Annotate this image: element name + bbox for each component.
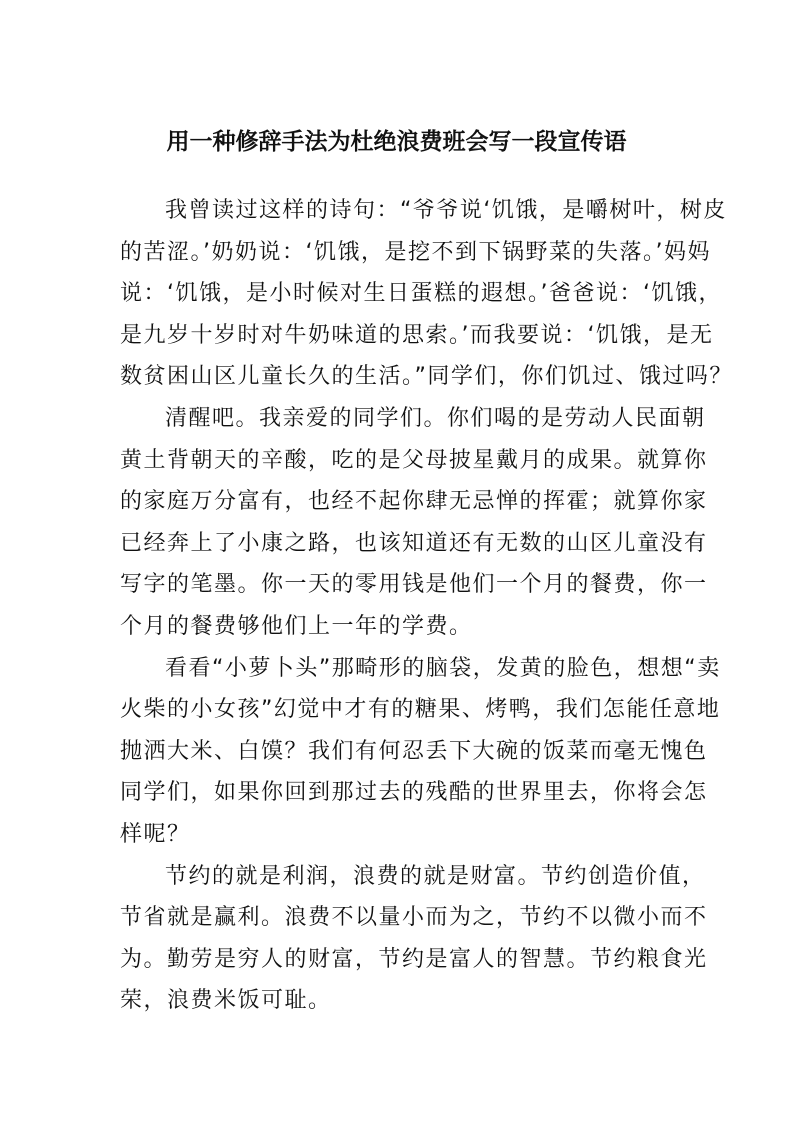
paragraph-line: 我曾读过这样的诗句：“爷爷说‘饥饿，是嚼树叶，树皮 (165, 198, 727, 223)
paragraph-line: 清醒吧。我亲爱的同学们。你们喝的是劳动人民面朝 (165, 405, 706, 431)
paragraph-1 (120, 190, 733, 398)
paragraph-line: 看看“小萝卜头”那畸形的脑袋，发黄的脸色，想想“卖 (165, 655, 721, 681)
paragraph-2 (120, 398, 708, 648)
paragraph-3 (120, 648, 721, 856)
paragraph-line: 荣，浪费米饭可耻。 (120, 988, 332, 1014)
paragraph-line: 是九岁十岁时对牛奶味道的思索。’而我要说：‘饥饿，是无 (120, 322, 714, 348)
paragraph-line: 抛洒大米、白馍？我们有何忍丢下大碗的饭菜而毫无愧色 (120, 738, 708, 764)
paragraph-line: 已经奔上了小康之路，也该知道还有无数的山区儿童没有 (120, 530, 708, 556)
paragraph-line: 说：‘饥饿，是小时候对生日蛋糕的遐想。’爸爸说：‘饥饿， (120, 281, 722, 307)
paragraph-line: 节省就是赢利。浪费不以量小而为之，节约不以微小而不 (120, 905, 708, 931)
paragraph-line: 节约的就是利润，浪费的就是财富。节约创造价值， (165, 863, 706, 889)
paragraph-line: 同学们，如果你回到那过去的残酷的世界里去，你将会怎 (120, 780, 708, 806)
document-body (120, 190, 733, 1022)
paragraph-line: 黄土背朝天的辛酸，吃的是父母披星戴月的成果。就算你 (120, 447, 708, 473)
paragraph-line: 个月的餐费够他们上一年的学费。 (120, 613, 473, 639)
paragraph-line: 的苦涩。’奶奶说：‘饥饿，是挖不到下锅野菜的失落。’妈妈 (120, 239, 711, 265)
paragraph-line: 数贫困山区儿童长久的生活。”同学们，你们饥过、饿过吗？ (120, 364, 733, 390)
paragraph-line: 样呢？ (120, 821, 191, 847)
paragraph-line: 写字的笔墨。你一天的零用钱是他们一个月的餐费，你一 (120, 572, 708, 598)
paragraph-line: 为。勤劳是穷人的财富，节约是富人的智慧。节约粮食光 (120, 946, 708, 972)
paragraph-line: 的家庭万分富有，也经不起你肆无忌惮的挥霍；就算你家 (120, 489, 708, 515)
document-title: 用一种修辞手法为杜绝浪费班会写一段宣传语 (166, 129, 627, 156)
paragraph-4 (120, 856, 708, 1022)
paragraph-line: 火柴的小女孩”幻觉中才有的糖果、烤鸭，我们怎能任意地 (120, 697, 721, 723)
